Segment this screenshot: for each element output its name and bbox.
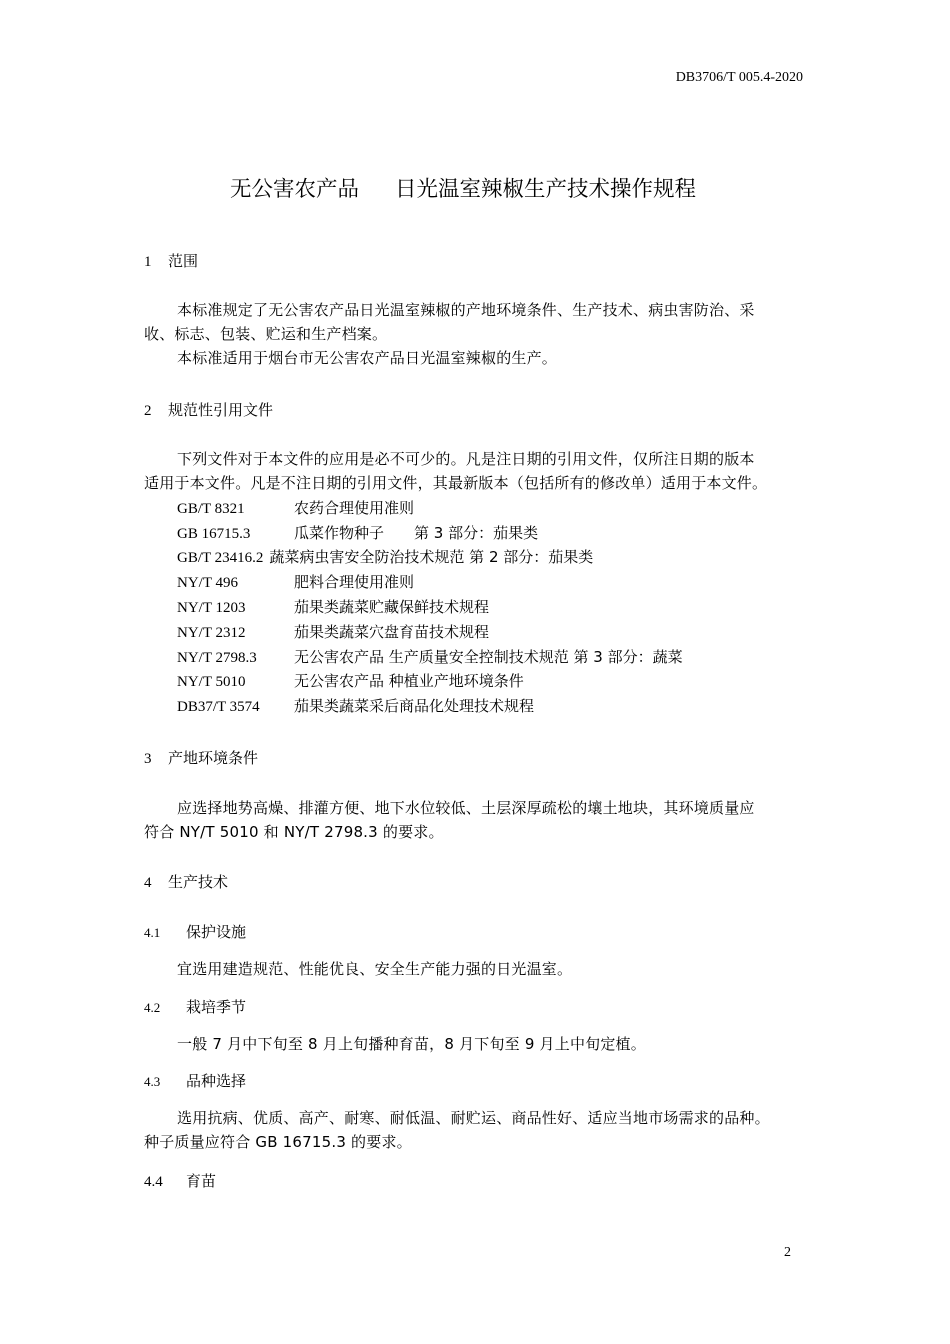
section-4-2-heading: 4.2 栽培季节: [144, 998, 247, 1016]
section-2-paragraph-line-1: 下列文件对于本文件的应用是必不可少的。凡是注日期的引用文件，仅所注日期的版本: [177, 450, 755, 468]
section-4-4-heading: 4.4 育苗: [144, 1172, 217, 1190]
reference-item: NY/T 1203 茄果类蔬菜贮藏保鲜技术规程: [177, 598, 490, 616]
page-number: 2: [784, 1245, 791, 1260]
section-1-paragraph-2: 本标准适用于烟台市无公害农产品日光温室辣椒的生产。: [177, 349, 558, 367]
reference-item: NY/T 2312 茄果类蔬菜穴盘育苗技术规程: [177, 623, 490, 641]
section-4-heading: 4 生产技术: [144, 873, 229, 891]
title-part2: 日光温室辣椒生产技术操作规程: [395, 177, 697, 202]
reference-item: NY/T 2798.3 无公害农产品 生产质量安全控制技术规范 第 3 部分：蔬菜: [177, 648, 683, 666]
section-3-heading: 3 产地环境条件: [144, 749, 259, 767]
document-title: [0, 172, 926, 203]
section-1-paragraph-1-line-1: 本标准规定了无公害农产品日光温室辣椒的产地环境条件、生产技术、病虫害防治、采: [177, 301, 755, 319]
standard-number: DB3706/T 005.4-2020: [675, 70, 803, 85]
section-4-2-paragraph: 一般 7 月中下旬至 8 月上旬播种育苗，8 月下旬至 9 月上中旬定植。: [177, 1035, 646, 1053]
reference-item: GB/T 8321 农药合理使用准则: [177, 499, 415, 517]
reference-item: DB37/T 3574 茄果类蔬菜采后商品化处理技术规程: [177, 697, 535, 715]
section-4-1-heading: 4.1 保护设施: [144, 923, 247, 941]
section-1-paragraph-1-line-2: 收、标志、包装、贮运和生产档案。: [144, 325, 388, 343]
reference-item: NY/T 5010 无公害农产品 种植业产地环境条件: [177, 672, 524, 690]
title-part1: 无公害农产品: [229, 177, 359, 202]
section-3-paragraph-line-1: 应选择地势高燥、排灌方便、地下水位较低、土层深厚疏松的壤土地块，其环境质量应: [177, 799, 755, 817]
section-1-heading: 1 范围: [144, 252, 199, 270]
section-3-paragraph-line-2: 符合 NY/T 5010 和 NY/T 2798.3 的要求。: [144, 823, 444, 841]
section-2-paragraph-line-2: 适用于本文件。凡是不注日期的引用文件，其最新版本（包括所有的修改单）适用于本文件。: [144, 474, 768, 492]
section-4-1-paragraph: 宜选用建造规范、性能优良、安全生产能力强的日光温室。: [177, 960, 573, 978]
section-4-3-paragraph-line-1: 选用抗病、优质、高产、耐寒、耐低温、耐贮运、商品性好、适应当地市场需求的品种。: [177, 1109, 770, 1127]
reference-item: NY/T 496 肥料合理使用准则: [177, 573, 415, 591]
section-2-heading: 2 规范性引用文件: [144, 401, 274, 419]
reference-item: GB 16715.3 瓜菜作物种子 第 3 部分：茄果类: [177, 524, 539, 542]
section-4-3-paragraph-line-2: 种子质量应符合 GB 16715.3 的要求。: [144, 1133, 412, 1151]
reference-item: GB/T 23416.2 蔬菜病虫害安全防治技术规范 第 2 部分：茄果类: [177, 548, 594, 566]
section-4-3-heading: 4.3 品种选择: [144, 1072, 247, 1090]
